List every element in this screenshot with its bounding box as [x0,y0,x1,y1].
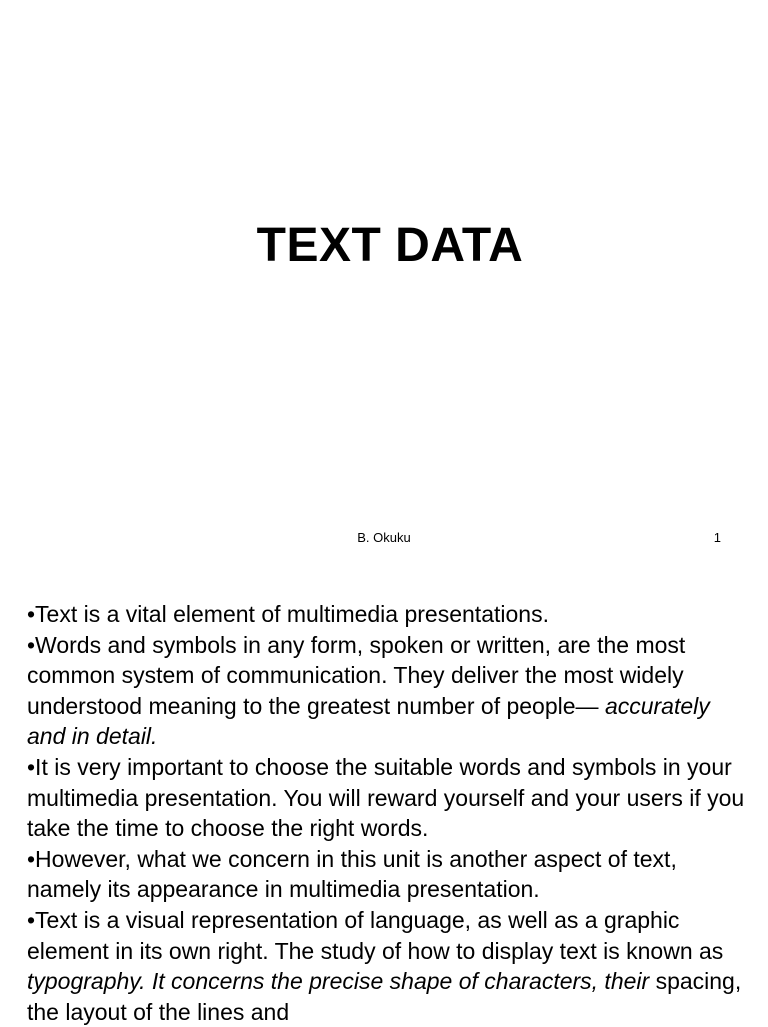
bullet-text: spacing, the layout of the lines and [27,968,742,1025]
slide-page-number: 1 [713,530,721,545]
bullet-paragraph: •It is very important to choose the suitable words and symbols in your multimedia presentation. You will reward yourself and your users if you take the time to choose the right words. [27,753,745,842]
bullet-paragraph [27,905,747,1027]
bullet-italic-text: typography. It concerns the precise shape of characters, their [27,968,650,995]
bullet-paragraph: •However, what we concern in this unit is another aspect of text, namely its appearance in multimedia presentation. [27,845,677,903]
slide-author: B. Okuku [357,530,411,545]
content-slide-body [27,599,747,1027]
slide-title: TEXT DATA [256,219,524,272]
bullet-italic-text: accurately and in detail. [27,692,710,750]
bullet-text: •Words and symbols in any form, spoken or written, are the most common system of communication. They deliver the most widely understood meaning to the greatest number of people— [27,631,686,719]
bullet-paragraph: •Text is a vital element of multimedia presentations. [27,601,549,627]
bullet-text: •Text is a visual representation of language, as well as a graphic element in its own right. The study of how to display text is known as [27,906,724,964]
bullet-paragraph [27,630,747,752]
